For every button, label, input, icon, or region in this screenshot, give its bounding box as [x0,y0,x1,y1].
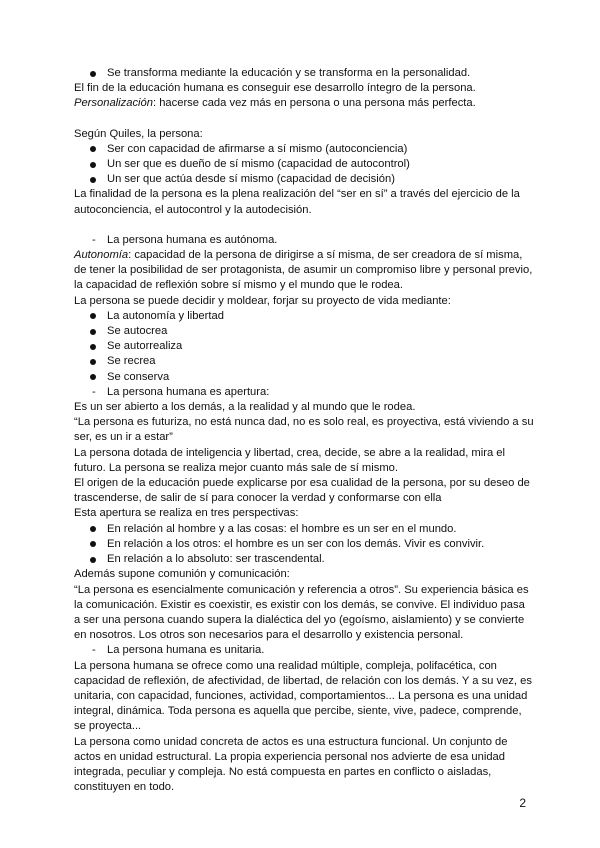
definition-term: Autonomía [74,249,129,262]
paragraph-spacer [74,218,534,233]
paragraph: Según Quiles, la persona: [74,127,203,140]
paragraph: Además supone comunión y comunicación: [74,568,290,581]
paragraph-spacer [74,112,534,127]
definition-term: Personalización [74,97,153,110]
bullet-item: Un ser que es dueño de sí mismo (capacidad de autocontrol) [74,157,534,172]
paragraph: La persona como unidad concreta de actos es una estructura funcional. Un conjunto de actos en unidad estructural. La propia experiencia personal nos advierte de esa unidad integrada, peculiar y compleja. No está compuesta en partes en conflicto o aisladas, constituyen en todo. [74,735,508,794]
paragraph: El fin de la educación humana es conseguir ese desarrollo íntegro de la persona. [74,82,476,95]
paragraph: La finalidad de la persona es la plena realización del “ser en sí” a través del ejercicio de la autoconciencia, el autocontrol y la autodecisión. [74,188,520,216]
page-number: 2 [519,796,526,810]
paragraph: Es un ser abierto a los demás, a la realidad y al mundo que le rodea. [74,401,416,414]
paragraph: La persona se puede decidir y moldear, forjar su proyecto de vida mediante: [74,294,451,307]
bullet-item: La autonomía y libertad [74,309,534,324]
paragraph: “La persona es esencialmente comunicación y referencia a otros”. Su experiencia básica es la comunicación. Existir es coexistir, es existir con los demás, se convive. El individuo pasa a ser una persona cuando supera la dialéctica del yo (egoísmo, aislamiento) y se convierte en nosotros. Los otros son necesarios para el desarrollo y existencia personal. [74,583,529,642]
bullet-item: Se recrea [74,354,534,369]
paragraph: El origen de la educación puede explicarse por esa cualidad de la persona, por su deseo de trascenderse, de salir de sí para conocer la verdad y conformarse con ella [74,477,530,505]
bullet-item: Se autorrealiza [74,339,534,354]
bullet-item: Se transforma mediante la educación y se transforma en la personalidad. [74,66,534,81]
bullet-item: Ser con capacidad de afirmarse a sí mismo (autoconciencia) [74,142,534,157]
bullet-item: Un ser que actúa desde sí mismo (capacidad de decisión) [74,172,534,187]
bullet-item: En relación al hombre y a las cosas: el hombre es un ser en el mundo. [74,522,534,537]
paragraph: “La persona es futuriza, no está nunca dad, no es solo real, es proyectiva, está viviendo a su ser, es un ir a estar” [74,416,534,444]
paragraph: La persona dotada de inteligencia y libertad, crea, decide, se abre a la realidad, mira el futuro. La persona se realiza mejor cuanto más sale de sí mismo. [74,446,505,474]
paragraph: La persona humana se ofrece como una realidad múltiple, compleja, polifacética, con capacidad de reflexión, de afectividad, de libertad, de relación con los demás. Y a su vez, es unitaria, con capacidad, funciones, actividad, comportamientos... La persona es una unidad integral, dinámica. Toda persona es aquella que percibe, siente, vive, padece, comprende, se proyecta... [74,659,532,733]
bullet-item: Se autocrea [74,324,534,339]
definition-paragraph [74,96,534,111]
dash-item: - La persona humana es apertura: [74,385,534,400]
paragraph: Esta apertura se realiza en tres perspectivas: [74,507,299,520]
document-page [74,66,534,795]
definition-text: : hacerse cada vez más en persona o una persona más perfecta. [152,97,476,110]
definition-text: : capacidad de la persona de dirigirse a sí misma, de ser creadora de sí misma, de tener la posibilidad de ser protagonista, de asumir un compromiso libre y personal previo, la capacidad de reflexión sobre sí mismo y el mundo que le rodea. [74,249,533,292]
bullet-item: En relación a lo absoluto: ser trascendental. [74,552,534,567]
bullet-item: En relación a los otros: el hombre es un ser con los demás. Vivir es convivir. [74,537,534,552]
document-body [74,66,534,795]
definition-paragraph [74,248,534,294]
dash-item: - La persona humana es autónoma. [74,233,534,248]
dash-item: - La persona humana es unitaria. [74,643,534,658]
bullet-item: Se conserva [74,370,534,385]
